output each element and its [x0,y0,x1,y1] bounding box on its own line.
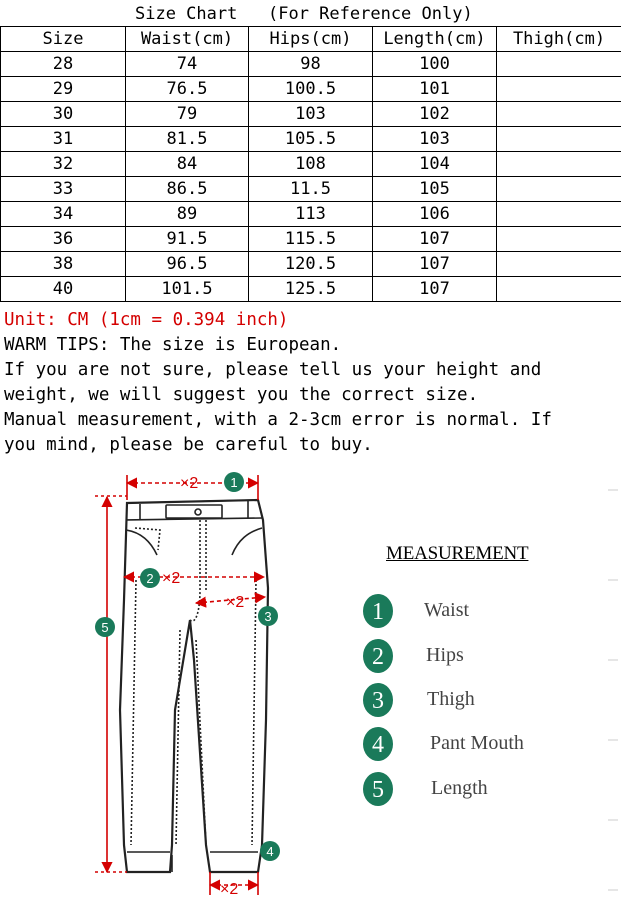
unit-note: Unit: CM (1cm = 0.394 inch) [4,310,289,330]
number-five-icon [362,771,394,807]
table-cell: 104 [373,152,497,177]
tip-line: If you are not sure, please tell us your height and [4,360,542,380]
table-cell: 105 [373,177,497,202]
times-two-label: ×2 [226,594,245,611]
table-cell [497,77,621,102]
table-cell: 36 [1,227,126,252]
column-header: Hips(cm) [249,27,373,52]
measurement-diagram [0,460,621,913]
number-four-icon [362,726,394,762]
table-cell: 33 [1,177,126,202]
table-row [1,277,621,302]
marker-1-icon [224,472,244,492]
pants-outline [120,500,268,872]
table-cell: 100.5 [249,77,373,102]
table-cell [497,102,621,127]
table-cell: 30 [1,102,126,127]
number-three-icon [362,682,394,718]
table-cell: 107 [373,277,497,302]
table-cell: 96.5 [126,252,249,277]
table-cell: 40 [1,277,126,302]
table-cell [497,277,621,302]
table-header-row [1,27,621,52]
times-two-label: ×2 [180,475,199,492]
table-row [1,227,621,252]
table-cell: 101 [373,77,497,102]
table-cell [497,202,621,227]
svg-text:2: 2 [146,571,154,586]
tip-line: weight, we will suggest you the correct size. [4,385,479,405]
legend-label: Pant Mouth [430,732,524,754]
svg-text:1: 1 [230,475,238,490]
number-one-icon [362,593,394,629]
table-cell: 120.5 [249,252,373,277]
table-cell: 74 [126,52,249,77]
table-cell: 89 [126,202,249,227]
column-header: Size [1,27,126,52]
table-row [1,102,621,127]
table-cell [497,227,621,252]
table-cell [497,52,621,77]
table-row [1,52,621,77]
table-cell [497,152,621,177]
svg-text:1: 1 [372,599,384,625]
svg-text:3: 3 [264,609,272,624]
times-two-label: ×2 [162,570,181,587]
tip-line: Manual measurement, with a 2-3cm error is normal. If [4,410,552,430]
svg-text:5: 5 [372,777,384,803]
table-cell: 31 [1,127,126,152]
legend-label: Thigh [427,688,475,710]
svg-text:3: 3 [372,688,384,714]
table-row [1,77,621,102]
table-cell: 91.5 [126,227,249,252]
column-header: Waist(cm) [126,27,249,52]
marker-4-icon [260,841,280,861]
table-cell [497,177,621,202]
table-cell: 102 [373,102,497,127]
marker-2-icon [140,568,160,588]
times-two-label: ×2 [220,881,239,898]
table-cell: 107 [373,252,497,277]
pants-illustration [0,460,621,913]
marker-3-icon [258,606,278,626]
legend-title: MEASUREMENT [386,543,529,564]
table-cell: 29 [1,77,126,102]
table-cell: 11.5 [249,177,373,202]
warm-tips: WARM TIPS: The size is European. [4,335,342,355]
table-cell: 32 [1,152,126,177]
table-cell: 113 [249,202,373,227]
marker-5-icon [95,617,115,637]
table-cell: 81.5 [126,127,249,152]
table-cell: 79 [126,102,249,127]
table-cell: 100 [373,52,497,77]
table-row [1,127,621,152]
table-cell: 105.5 [249,127,373,152]
table-cell: 115.5 [249,227,373,252]
chart-subtitle: (For Reference Only) [268,4,473,24]
table-cell [497,127,621,152]
chart-title-text: Size Chart [135,4,238,24]
table-cell: 28 [1,52,126,77]
table-cell: 86.5 [126,177,249,202]
table-cell: 101.5 [126,277,249,302]
svg-text:2: 2 [372,644,384,670]
tip-line: you mind, please be careful to buy. [4,435,373,455]
table-cell: 107 [373,227,497,252]
svg-text:4: 4 [266,844,274,859]
table-cell: 106 [373,202,497,227]
size-table [0,26,621,302]
legend-label: Hips [426,644,464,666]
table-row [1,152,621,177]
table-cell: 103 [249,102,373,127]
legend-label: Waist [424,599,470,621]
table-cell: 103 [373,127,497,152]
table-cell: 108 [249,152,373,177]
column-header: Thigh(cm) [497,27,621,52]
table-cell: 76.5 [126,77,249,102]
number-two-icon [362,638,394,674]
table-row [1,202,621,227]
column-header: Length(cm) [373,27,497,52]
table-row [1,252,621,277]
svg-text:5: 5 [101,620,109,635]
chart-title [0,2,621,26]
svg-text:4: 4 [372,732,384,758]
table-row [1,177,621,202]
table-cell [497,252,621,277]
table-cell: 125.5 [249,277,373,302]
table-cell: 34 [1,202,126,227]
notes [4,308,614,458]
table-cell: 84 [126,152,249,177]
legend-label: Length [431,777,488,799]
table-cell: 38 [1,252,126,277]
table-cell: 98 [249,52,373,77]
